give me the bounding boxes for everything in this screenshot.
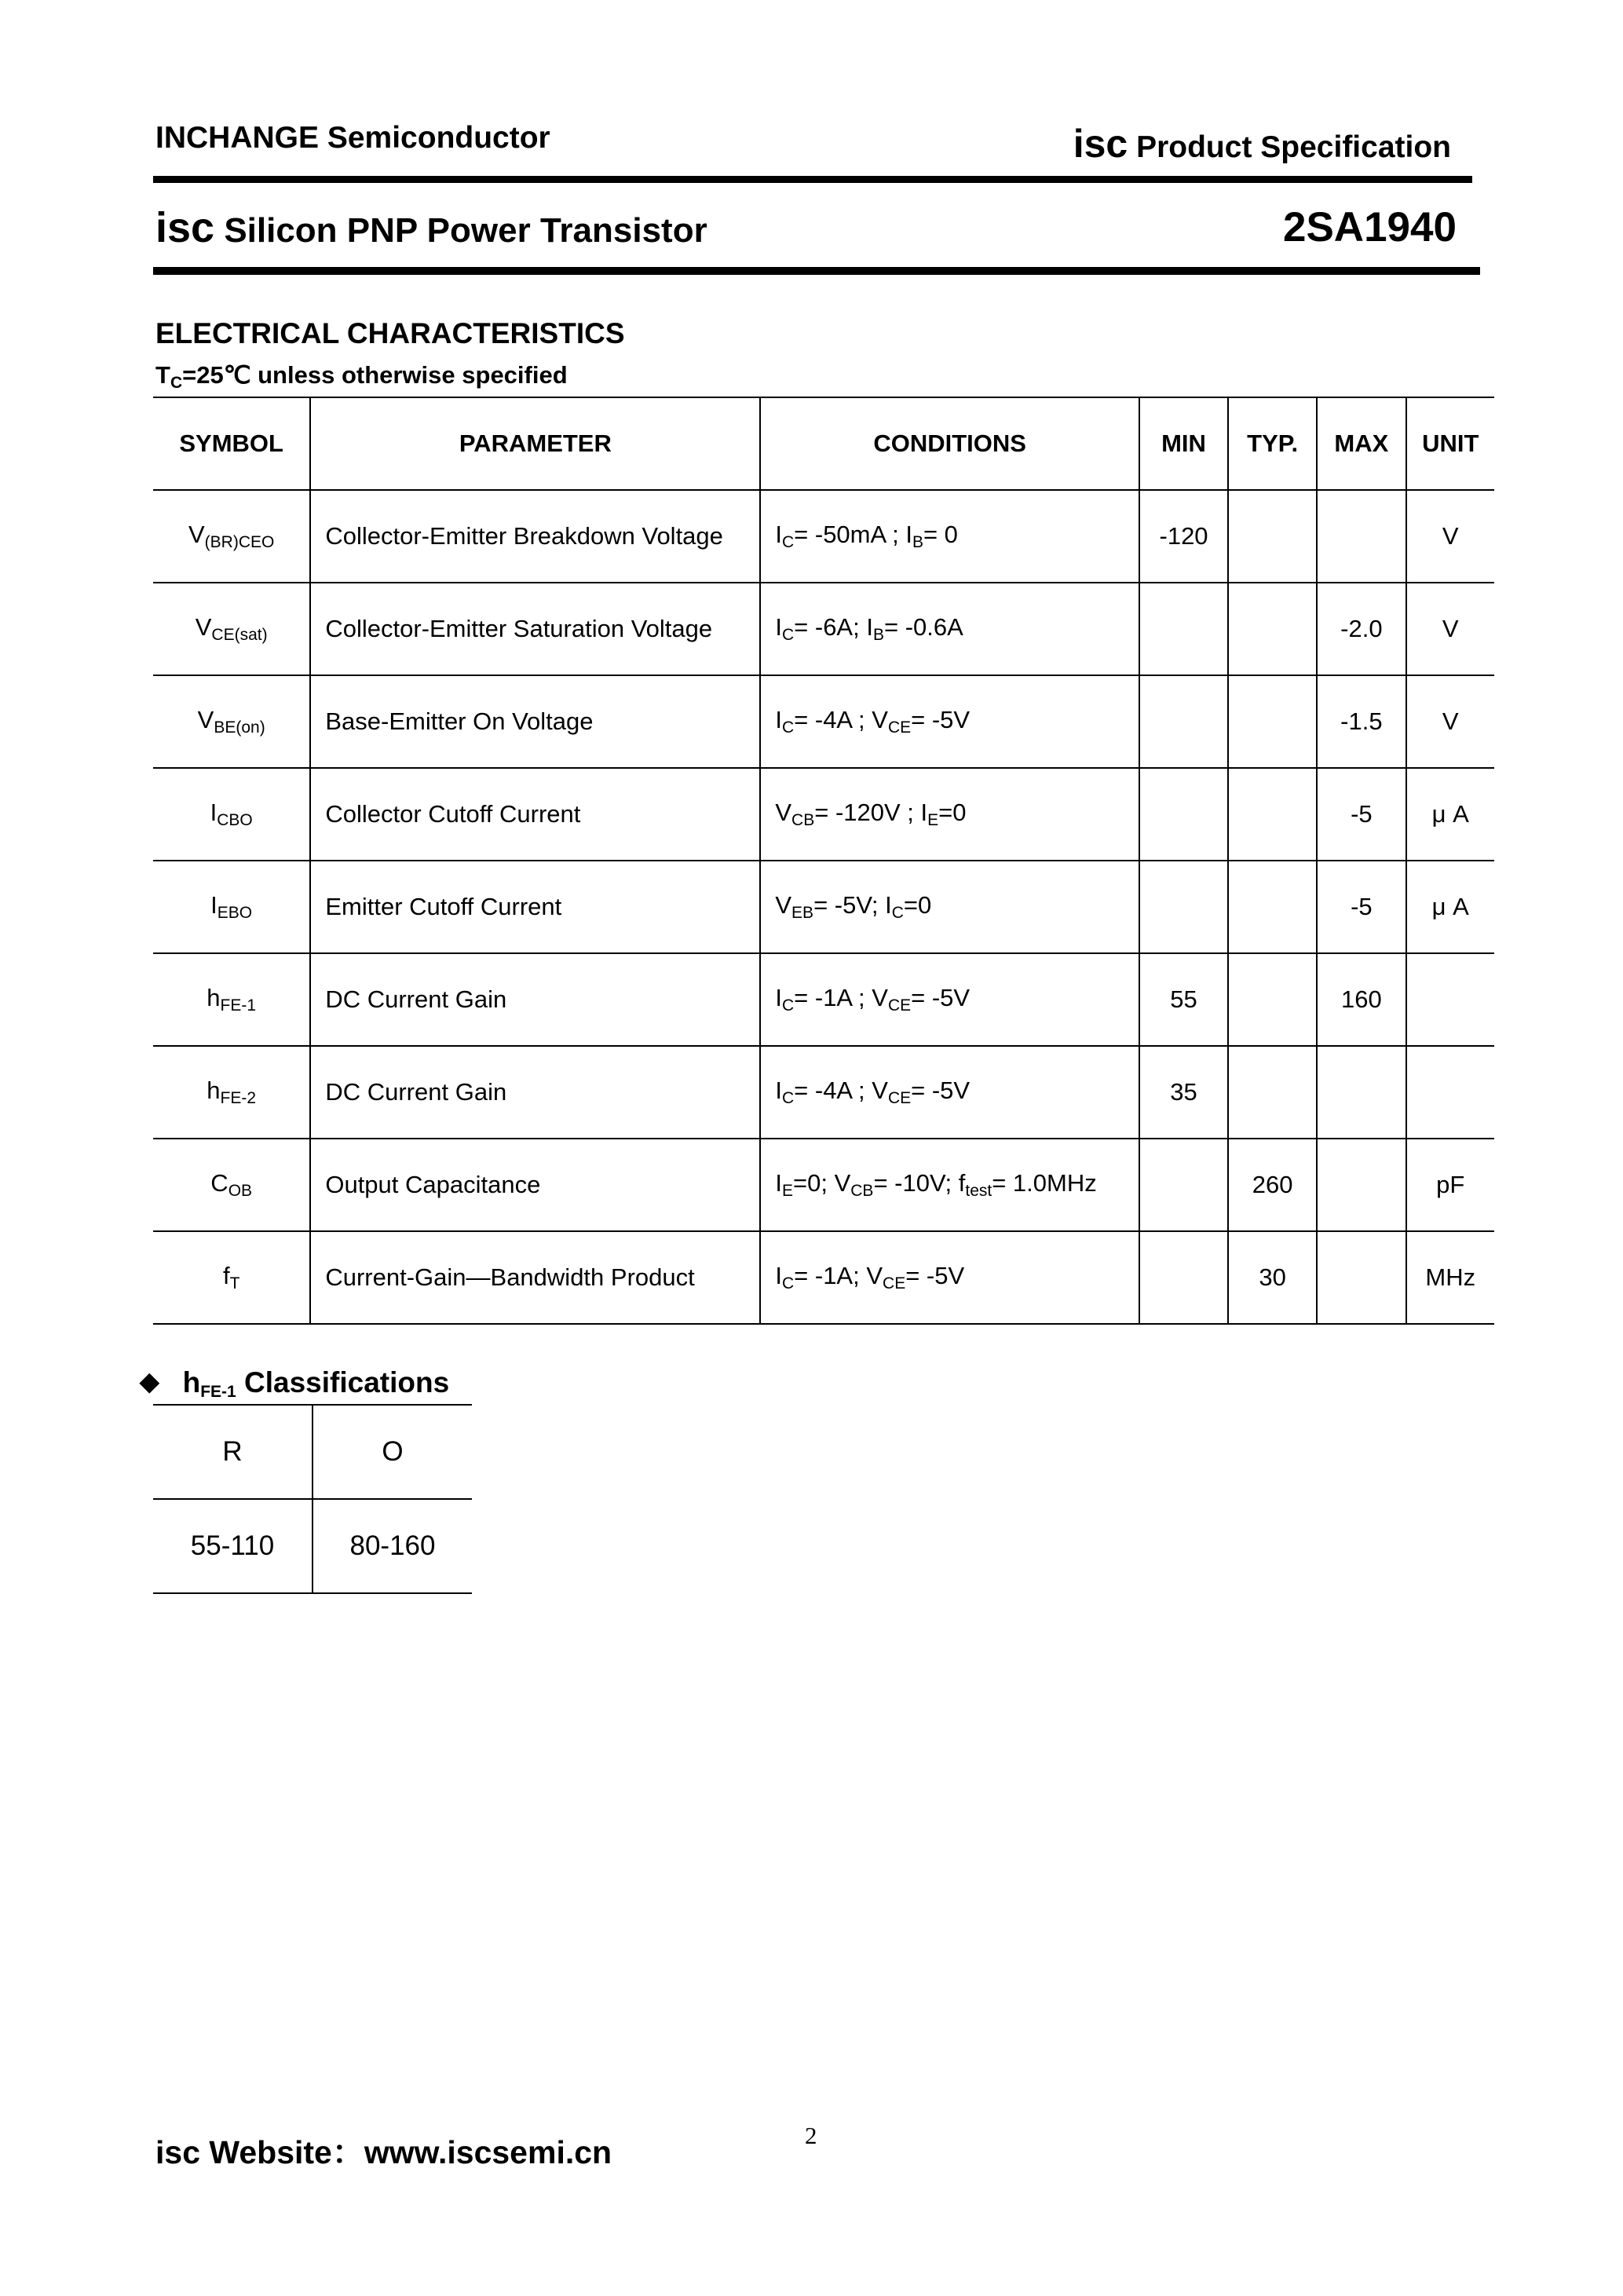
symbol-subscript: OB (228, 1182, 253, 1200)
grade-row (153, 1405, 472, 1499)
unit-cell: MHz (1406, 1231, 1494, 1324)
min-cell (1139, 1139, 1228, 1231)
table-row (153, 861, 1494, 953)
unit-cell: V (1406, 490, 1494, 583)
condition-letter: I (920, 799, 928, 826)
condition-letter: V (834, 1169, 851, 1197)
parameter-cell: DC Current Gain (310, 953, 760, 1046)
unit-cell: V (1406, 675, 1494, 768)
condition-value: = 0 (923, 521, 958, 548)
spec-label: Product Specification (1136, 130, 1451, 164)
condition-value: = -10V; (873, 1169, 959, 1197)
symbol-cell (153, 861, 310, 953)
condition-letter: f (958, 1169, 966, 1197)
symbol-subscript: CE(sat) (211, 626, 268, 644)
typ-cell (1228, 583, 1317, 675)
condition-letter: I (775, 613, 782, 641)
spec-heading (1073, 121, 1451, 166)
max-cell: -5 (1317, 861, 1406, 953)
typ-cell: 260 (1228, 1139, 1317, 1231)
condition-letter: I (775, 1077, 782, 1104)
table-row (153, 490, 1494, 583)
symbol-subscript: T (229, 1274, 240, 1292)
condition-letter: I (775, 1262, 782, 1289)
table-row (153, 953, 1494, 1046)
unit-cell: μ A (1406, 768, 1494, 861)
parameter-cell: DC Current Gain (310, 1046, 760, 1139)
condition-subscript: B (872, 626, 884, 644)
page-number: 2 (805, 2122, 817, 2149)
condition-letter: V (775, 799, 792, 826)
condition-value: =0 (938, 799, 967, 826)
min-cell (1139, 1231, 1228, 1324)
max-cell: -1.5 (1317, 675, 1406, 768)
parameter-cell: Current-Gain—Bandwidth Product (310, 1231, 760, 1324)
section-title: ELECTRICAL CHARACTERISTICS (155, 317, 625, 349)
diamond-bullet-icon: ◆ (140, 1367, 159, 1395)
parameter-cell: Output Capacitance (310, 1139, 760, 1231)
col-parameter: PARAMETER (310, 397, 760, 490)
max-cell (1317, 490, 1406, 583)
condition-letter: I (775, 1169, 782, 1197)
parameter-cell: Collector Cutoff Current (310, 768, 760, 861)
condition-value: = -5V (911, 706, 971, 733)
symbol-cell (153, 953, 310, 1046)
table-row (153, 1046, 1494, 1139)
class-title-h: h (182, 1366, 201, 1398)
condition-value: = -5V (905, 1262, 965, 1289)
symbol-subscript: (BR)CEO (204, 533, 275, 551)
parameter-cell: Collector-Emitter Breakdown Voltage (310, 490, 760, 583)
typ-cell (1228, 768, 1317, 861)
min-cell (1139, 675, 1228, 768)
conditions-cell (760, 1139, 1139, 1231)
condition-subscript: E (927, 811, 939, 829)
symbol-letter: C (210, 1169, 228, 1197)
grade-cell: R (153, 1405, 313, 1499)
condition-value: = 1.0MHz (992, 1169, 1097, 1197)
grade-cell: O (313, 1405, 472, 1499)
symbol-subscript: FE-1 (220, 996, 257, 1015)
condition-subscript: C (781, 533, 795, 551)
max-cell (1317, 1046, 1406, 1139)
condition-value: = -5V; (813, 891, 886, 919)
symbol-cell (153, 768, 310, 861)
condition-subscript: CB (850, 1182, 874, 1200)
max-cell: -2.0 (1317, 583, 1406, 675)
unit-cell: μ A (1406, 861, 1494, 953)
min-cell (1139, 861, 1228, 953)
symbol-subscript: BE(on) (214, 718, 265, 737)
condition-value: = -1A; (794, 1262, 867, 1289)
col-symbol: SYMBOL (153, 397, 310, 490)
conditions-cell (760, 583, 1139, 675)
min-cell: 35 (1139, 1046, 1228, 1139)
title-rule (153, 267, 1480, 275)
col-unit: UNIT (1406, 397, 1494, 490)
condition-value: = -6A; (794, 613, 867, 641)
min-cell (1139, 768, 1228, 861)
condition-subscript: C (781, 996, 795, 1015)
conditions-cell (760, 490, 1139, 583)
condition-value: = -120V ; (814, 799, 921, 826)
condition-letter: I (775, 521, 782, 548)
cond-t: T (155, 361, 170, 389)
symbol-letter: h (207, 1077, 221, 1104)
parameter-cell: Collector-Emitter Saturation Voltage (310, 583, 760, 675)
symbol-cell (153, 1046, 310, 1139)
parameter-cell: Base-Emitter On Voltage (310, 675, 760, 768)
class-title-rest: Classifications (236, 1366, 450, 1398)
typ-cell (1228, 675, 1317, 768)
condition-value: = -5V (911, 984, 971, 1011)
range-cell: 80-160 (313, 1499, 472, 1593)
conditions-cell (760, 1231, 1139, 1324)
symbol-cell (153, 490, 310, 583)
header-rule (153, 176, 1472, 183)
condition-subscript: C (781, 718, 795, 737)
document-title (155, 203, 707, 252)
range-row (153, 1499, 472, 1593)
condition-subscript: E (781, 1182, 793, 1200)
range-cell: 55-110 (153, 1499, 313, 1593)
condition-subscript: CE (883, 1274, 906, 1292)
condition-subscript: CE (887, 718, 912, 737)
condition-letter: V (872, 706, 888, 733)
condition-value: = -4A ; (794, 706, 872, 733)
table-row (153, 1231, 1494, 1324)
typ-cell (1228, 490, 1317, 583)
table-body (153, 490, 1494, 1324)
table-row (153, 675, 1494, 768)
col-min: MIN (1139, 397, 1228, 490)
section-condition (155, 361, 568, 393)
unit-cell: V (1406, 583, 1494, 675)
title-prefix: isc (155, 204, 215, 251)
symbol-subscript: CBO (217, 811, 253, 829)
part-number: 2SA1940 (1282, 204, 1457, 250)
unit-cell (1406, 1046, 1494, 1139)
condition-subscript: EB (791, 904, 814, 922)
symbol-cell (153, 1231, 310, 1324)
min-cell: 55 (1139, 953, 1228, 1046)
title-name: Silicon PNP Power Transistor (224, 211, 707, 250)
condition-subscript: C (781, 626, 795, 644)
max-cell: 160 (1317, 953, 1406, 1046)
condition-subscript: C (781, 1274, 795, 1292)
condition-subscript: CB (791, 811, 815, 829)
symbol-letter: I (210, 891, 217, 919)
cond-rest: =25℃ unless otherwise specified (182, 361, 568, 389)
symbol-letter: V (195, 613, 212, 641)
classifications-title (140, 1366, 449, 1402)
max-cell (1317, 1139, 1406, 1231)
typ-cell (1228, 953, 1317, 1046)
symbol-letter: I (210, 799, 217, 826)
conditions-cell (760, 953, 1139, 1046)
col-max: MAX (1317, 397, 1406, 490)
symbol-letter: h (207, 984, 221, 1011)
conditions-cell (760, 675, 1139, 768)
symbol-letter: V (188, 521, 205, 548)
typ-cell (1228, 1046, 1317, 1139)
col-typ: TYP. (1228, 397, 1317, 490)
min-cell: -120 (1139, 490, 1228, 583)
conditions-cell (760, 1046, 1139, 1139)
company-name: INCHANGE Semiconductor (155, 121, 550, 155)
unit-cell: pF (1406, 1139, 1494, 1231)
table-row (153, 1139, 1494, 1231)
col-conditions: CONDITIONS (760, 397, 1139, 490)
cond-sub: C (170, 374, 183, 392)
unit-cell (1406, 953, 1494, 1046)
condition-letter: V (866, 1262, 883, 1289)
typ-cell (1228, 861, 1317, 953)
condition-letter: V (872, 984, 888, 1011)
max-cell: -5 (1317, 768, 1406, 861)
min-cell (1139, 583, 1228, 675)
max-cell (1317, 1231, 1406, 1324)
symbol-cell (153, 675, 310, 768)
classifications-table (153, 1404, 472, 1594)
condition-subscript: C (891, 904, 904, 922)
condition-value: = -4A ; (794, 1077, 872, 1104)
parameter-cell: Emitter Cutoff Current (310, 861, 760, 953)
condition-subscript: test (965, 1182, 992, 1200)
symbol-subscript: FE-2 (220, 1089, 257, 1107)
footer-website: isc Website：www.iscsemi.cn (155, 2134, 612, 2170)
condition-letter: I (775, 984, 782, 1011)
condition-letter: I (866, 613, 873, 641)
table-header-row (153, 397, 1494, 490)
symbol-letter: f (222, 1262, 230, 1289)
condition-subscript: C (781, 1089, 795, 1107)
condition-letter: V (872, 1077, 888, 1104)
condition-value: = -5V (911, 1077, 971, 1104)
condition-value: = -0.6A (883, 613, 963, 641)
condition-value: = -50mA ; (794, 521, 906, 548)
spec-prefix: isc (1073, 122, 1128, 166)
symbol-cell (153, 1139, 310, 1231)
condition-value: = -1A ; (794, 984, 872, 1011)
table-row (153, 768, 1494, 861)
typ-cell: 30 (1228, 1231, 1317, 1324)
table-row (153, 583, 1494, 675)
symbol-cell (153, 583, 310, 675)
condition-value: =0; (793, 1169, 835, 1197)
condition-subscript: CE (887, 1089, 912, 1107)
conditions-cell (760, 768, 1139, 861)
condition-subscript: B (912, 533, 923, 551)
condition-letter: I (775, 706, 782, 733)
condition-letter: I (905, 521, 912, 548)
condition-letter: I (885, 891, 892, 919)
condition-subscript: CE (887, 996, 912, 1015)
condition-letter: V (775, 891, 792, 919)
class-title-sub: FE-1 (200, 1383, 236, 1401)
symbol-subscript: EBO (217, 904, 253, 922)
condition-value: =0 (903, 891, 932, 919)
conditions-cell (760, 861, 1139, 953)
symbol-letter: V (197, 706, 214, 733)
electrical-characteristics-table (153, 397, 1494, 1325)
